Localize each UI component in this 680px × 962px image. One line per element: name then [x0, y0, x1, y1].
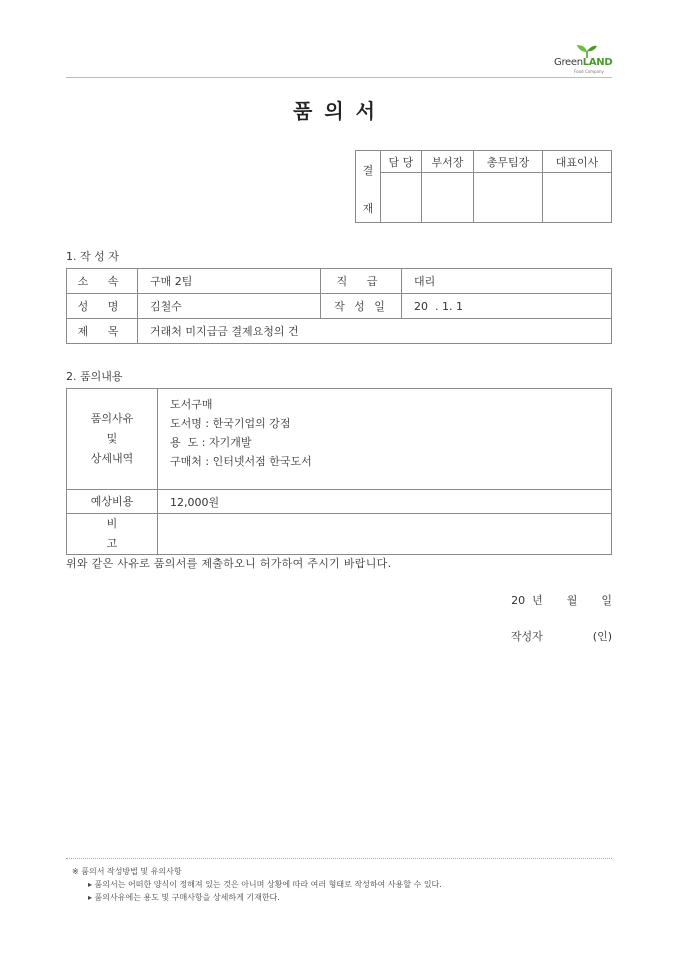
signer-label: 작성자: [510, 630, 543, 643]
reason-line: 도서명 : 한국기업의 강점: [170, 417, 291, 430]
sprout-icon: [576, 44, 598, 58]
approval-header-ceo: 대표이사: [542, 151, 611, 173]
date-year: 20 년: [511, 594, 543, 607]
label-department: 소 속: [67, 269, 138, 294]
date-line: [511, 592, 612, 608]
label-reason-details: 품의사유 및 상세내역: [67, 389, 158, 490]
bottom-divider: [66, 858, 612, 859]
signer-line: [511, 628, 612, 644]
value-reason-details[interactable]: [158, 389, 612, 490]
logo-subtext: Food Company: [574, 69, 604, 74]
approval-sign-box[interactable]: [473, 173, 542, 223]
notes: [72, 865, 442, 904]
label-remarks: 비 고: [67, 514, 158, 555]
label-date-written: 작 성 일: [321, 294, 402, 319]
value-name[interactable]: 김철수: [138, 294, 321, 319]
top-divider: [66, 77, 612, 78]
company-logo: [554, 44, 614, 76]
author-table: [66, 268, 612, 344]
label-name: 성 명: [67, 294, 138, 319]
approval-header-staff: 담 당: [381, 151, 422, 173]
label-subject: 제 목: [67, 319, 138, 344]
section-title-author: 1. 작 성 자: [66, 250, 119, 263]
reason-line: 도서구매: [170, 398, 213, 411]
request-statement: 위와 같은 사유로 품의서를 제출하오니 허가하여 주시기 바랍니다.: [66, 557, 392, 570]
approval-table: [355, 150, 612, 223]
value-department[interactable]: 구매 2팀: [138, 269, 321, 294]
approval-side-label: 결 재: [356, 151, 381, 223]
date-month: 월: [566, 594, 578, 607]
approval-sign-box[interactable]: [421, 173, 473, 223]
section-title-content: 2. 품의내용: [66, 370, 123, 383]
value-estimated-cost[interactable]: 12,000원: [158, 490, 612, 514]
value-remarks[interactable]: [158, 514, 612, 555]
logo-text: GreenLAND: [554, 57, 613, 68]
value-subject[interactable]: 거래처 미지급금 결제요청의 건: [138, 319, 612, 344]
signer-seal[interactable]: (인): [592, 630, 612, 643]
date-day: 일: [601, 594, 612, 607]
approval-header-general-affairs: 총무팀장: [473, 151, 542, 173]
content-table: [66, 388, 612, 555]
reason-line: 구매처 : 인터넷서점 한국도서: [170, 455, 312, 468]
approval-sign-box[interactable]: [381, 173, 422, 223]
approval-sign-box[interactable]: [542, 173, 611, 223]
document-title: 품의서: [293, 99, 387, 123]
label-estimated-cost: 예상비용: [67, 490, 158, 514]
notes-item: ▸ 품의서는 어떠한 양식이 정해져 있는 것은 아니며 상황에 따라 여러 형태로 작성하여 사용할 수 있다.: [88, 880, 442, 889]
approval-header-dept-head: 부서장: [421, 151, 473, 173]
value-position[interactable]: 대리: [402, 269, 612, 294]
notes-title: ※ 품의서 작성방법 및 유의사항: [72, 867, 182, 876]
value-date-written[interactable]: 20 . 1. 1: [402, 294, 612, 319]
label-position: 직 급: [321, 269, 402, 294]
reason-line: 용 도 : 자기개발: [170, 436, 252, 449]
notes-item: ▸ 품의사유에는 용도 및 구매사항을 상세하게 기재한다.: [88, 893, 280, 902]
